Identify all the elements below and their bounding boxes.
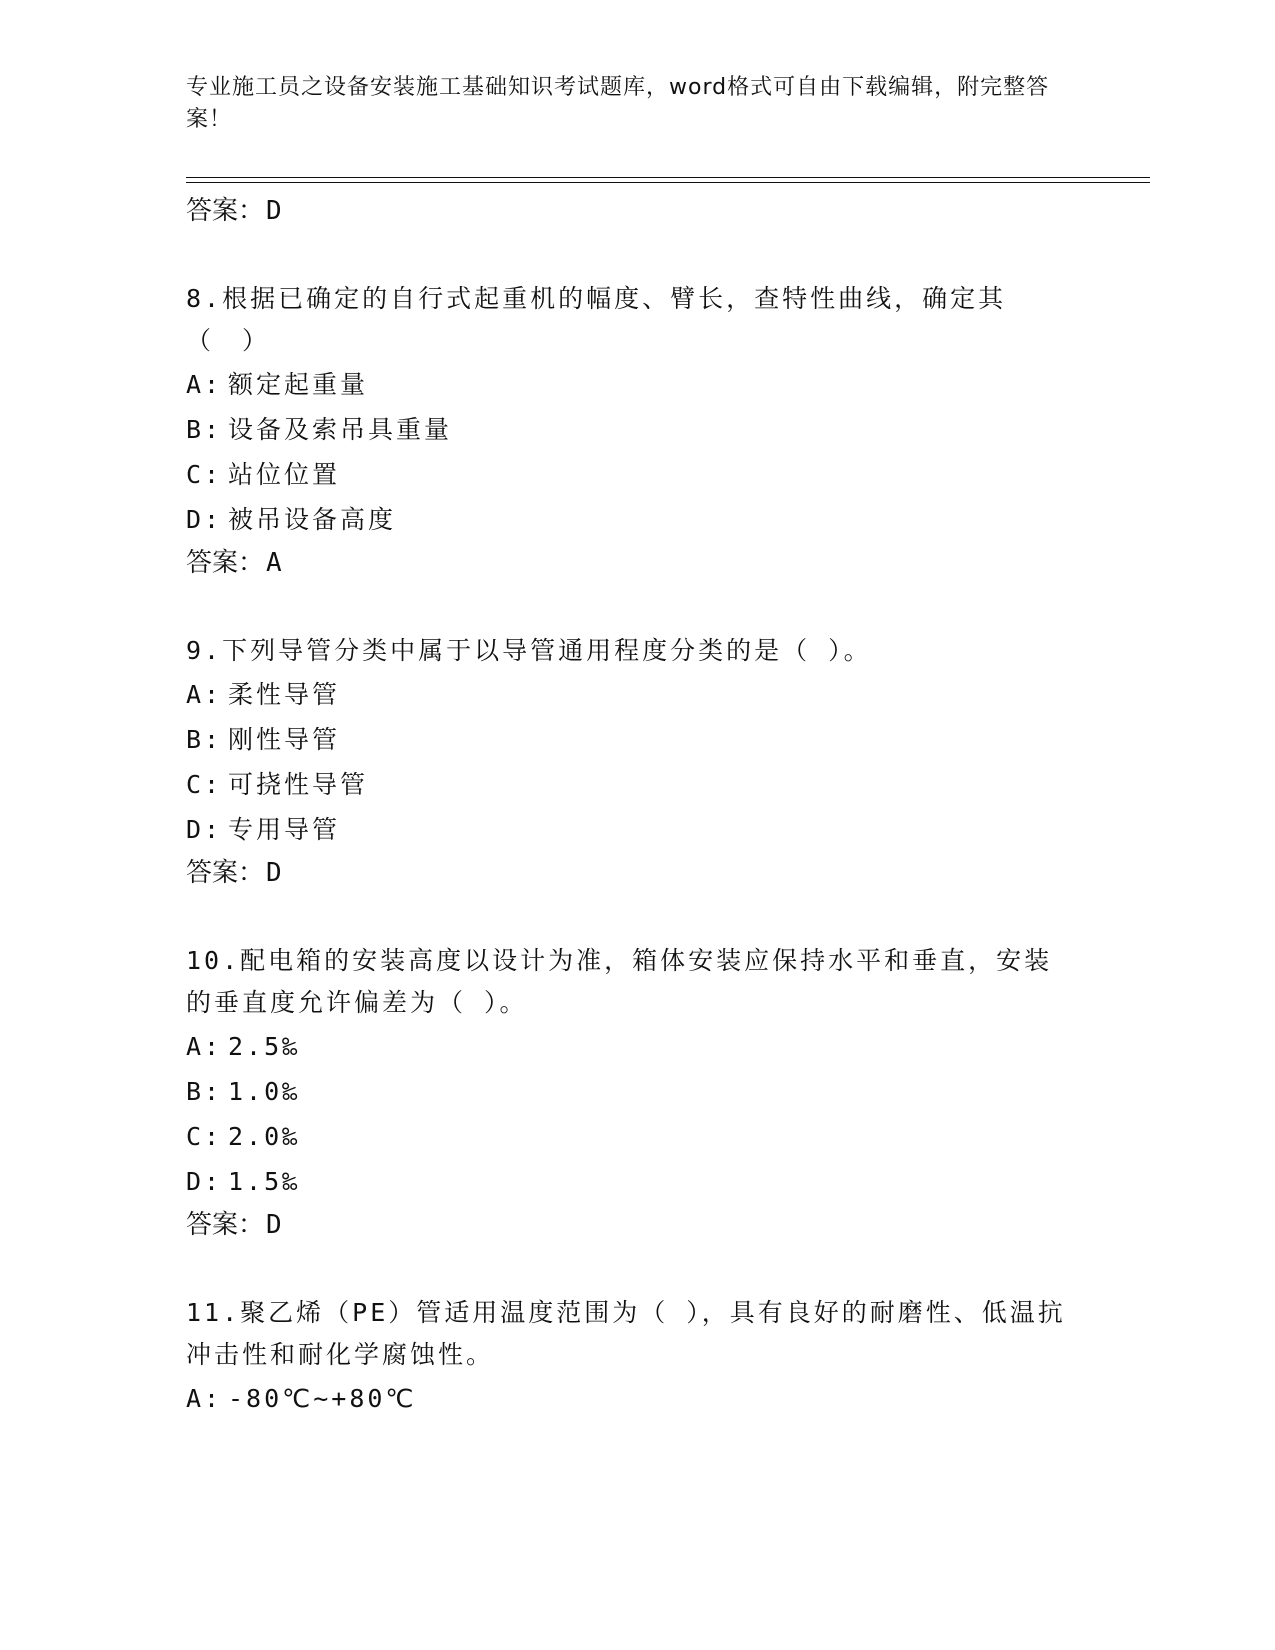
option-b — [186, 717, 1086, 762]
option-text: 额定起重量 — [228, 370, 369, 399]
option-d — [186, 1159, 1086, 1204]
answer-value: A — [266, 548, 282, 578]
question-answer — [186, 1204, 1086, 1246]
answer-label: 答案： — [186, 196, 265, 226]
document-body — [186, 190, 1086, 1421]
answer-label: 答案： — [186, 548, 265, 578]
header-rule-top — [186, 177, 1150, 178]
option-c — [186, 762, 1086, 807]
answer-label: 答案： — [186, 858, 265, 888]
option-letter: B: — [186, 415, 223, 444]
option-a — [186, 672, 1086, 717]
option-letter: A: — [186, 370, 223, 399]
question-11 — [186, 1292, 1086, 1421]
option-letter: D: — [186, 1167, 223, 1196]
question-title: 11.聚乙烯（PE）管适用温度范围为（ ），具有良好的耐磨性、低温抗冲击性和耐化学腐蚀性。 — [186, 1298, 1066, 1369]
option-letter: C: — [186, 460, 223, 489]
option-a — [186, 362, 1086, 407]
header-rule-bottom — [186, 182, 1150, 183]
option-text: 专用导管 — [228, 815, 341, 844]
question-8 — [186, 278, 1086, 584]
answer-value: D — [266, 858, 282, 888]
option-a — [186, 1376, 1086, 1421]
document-header: 专业施工员之设备安装施工基础知识考试题库，word格式可自由下载编辑，附完整答案！ — [186, 75, 1050, 132]
option-text: 可挠性导管 — [228, 770, 369, 799]
answer-label: 答案： — [186, 1210, 265, 1240]
question-title: 10.配电箱的安装高度以设计为准，箱体安装应保持水平和垂直，安装的垂直度允许偏差为（ ）。 — [186, 946, 1053, 1017]
option-text: 1.0‰ — [228, 1077, 301, 1106]
option-letter: C: — [186, 1122, 223, 1151]
option-letter: A: — [186, 1384, 223, 1413]
option-text: 1.5‰ — [228, 1167, 301, 1196]
option-b — [186, 1069, 1086, 1114]
option-letter: B: — [186, 725, 223, 754]
question-10 — [186, 940, 1086, 1246]
option-text: 2.5‰ — [228, 1032, 301, 1061]
option-letter: D: — [186, 505, 223, 534]
option-b — [186, 407, 1086, 452]
option-d — [186, 807, 1086, 852]
option-letter: A: — [186, 680, 223, 709]
option-letter: D: — [186, 815, 223, 844]
option-letter: C: — [186, 770, 223, 799]
option-text: 设备及索吊具重量 — [228, 415, 453, 444]
previous-answer — [186, 190, 1086, 232]
option-letter: B: — [186, 1077, 223, 1106]
option-text: 柔性导管 — [228, 680, 341, 709]
option-d — [186, 497, 1086, 542]
option-text: 站位位置 — [228, 460, 341, 489]
question-title: 9.下列导管分类中属于以导管通用程度分类的是（ ）。 — [186, 636, 872, 665]
option-c — [186, 1114, 1086, 1159]
question-answer — [186, 542, 1086, 584]
question-answer — [186, 852, 1086, 894]
option-text: 2.0‰ — [228, 1122, 301, 1151]
option-text: 刚性导管 — [228, 725, 341, 754]
question-title: 8.根据已确定的自行式起重机的幅度、臂长，查特性曲线，确定其（ ） — [186, 284, 1007, 355]
option-text: 被吊设备高度 — [228, 505, 397, 534]
question-9 — [186, 630, 1086, 894]
option-a — [186, 1024, 1086, 1069]
option-letter: A: — [186, 1032, 223, 1061]
option-text: -80℃~+80℃ — [228, 1384, 417, 1413]
answer-value: D — [266, 196, 282, 226]
answer-value: D — [266, 1210, 282, 1240]
option-c — [186, 452, 1086, 497]
